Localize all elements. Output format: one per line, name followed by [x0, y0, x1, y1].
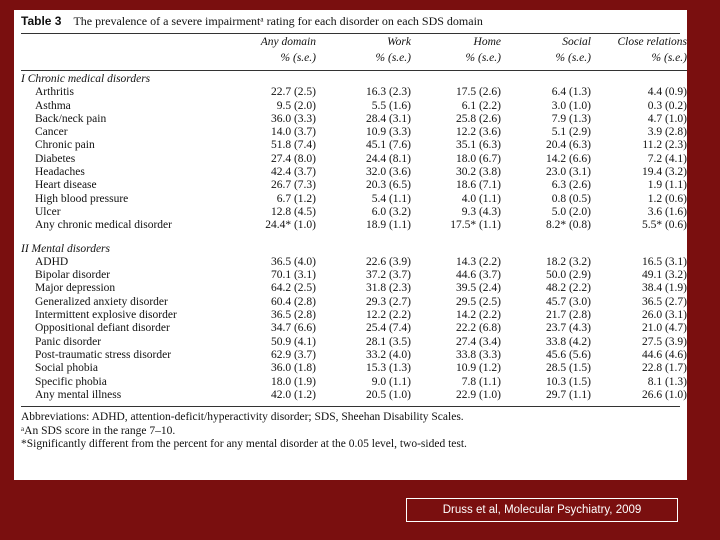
table-cell: 33.2 (4.0)	[365, 348, 411, 361]
table-body	[21, 71, 687, 406]
table-cell: 12.2 (3.6)	[455, 126, 501, 139]
table-cell: 20.4 (6.3)	[545, 139, 591, 152]
table-cell: 64.2 (2.5)	[270, 282, 316, 295]
table-cell: 21.7 (2.8)	[545, 309, 591, 322]
table-header	[21, 34, 687, 71]
table-cell: 5.5 (1.6)	[371, 99, 411, 112]
table-cell: 1.2 (0.6)	[647, 192, 687, 205]
column-unit: % (s.e.)	[280, 51, 316, 64]
table-cell: 4.7 (1.0)	[647, 112, 687, 125]
table-row	[21, 113, 687, 126]
table-cell: 22.9 (1.0)	[455, 388, 501, 401]
table-row	[21, 296, 687, 309]
table-cell: 60.4 (2.8)	[270, 295, 316, 308]
table-cell: 9.0 (1.1)	[371, 375, 411, 388]
table-footnote: *Significantly different from the percent for any mental disorder at the 0.05 level, two-sided test.	[21, 438, 467, 451]
table-cell: 27.4 (8.0)	[270, 152, 316, 165]
table-cell: 24.4* (1.0)	[265, 219, 316, 232]
table-cell: 20.3 (6.5)	[365, 179, 411, 192]
row-label: Post-traumatic stress disorder	[35, 348, 172, 361]
table-cell: 36.5 (4.0)	[270, 255, 316, 268]
table-sheet	[14, 10, 687, 480]
table-cell: 45.1 (7.6)	[365, 139, 411, 152]
table-cell: 62.9 (3.7)	[270, 348, 316, 361]
table-cell: 16.3 (2.3)	[365, 86, 411, 99]
table-cell: 14.2 (2.2)	[455, 309, 501, 322]
row-label: Headaches	[35, 166, 85, 179]
table-cell: 24.4 (8.1)	[365, 152, 411, 165]
citation-box: Druss et al, Molecular Psychiatry, 2009	[406, 498, 678, 522]
row-label: Bipolar disorder	[35, 269, 111, 282]
row-label: Oppositional defiant disorder	[35, 322, 170, 335]
table-cell: 17.5* (1.1)	[450, 219, 501, 232]
header-spacer	[21, 34, 236, 50]
table-cell: 29.5 (2.5)	[455, 295, 501, 308]
table-title: The prevalence of a severe impairmentᵃ rating for each disorder on each SDS domain	[73, 14, 483, 28]
table-cell: 9.3 (4.3)	[461, 205, 501, 218]
table-cell: 22.8 (1.7)	[641, 362, 687, 375]
row-label: Panic disorder	[35, 335, 102, 348]
table-cell: 15.3 (1.3)	[365, 362, 411, 375]
table-cell: 1.9 (1.1)	[647, 179, 687, 192]
table-row	[21, 309, 687, 322]
table-cell: 7.8 (1.1)	[461, 375, 501, 388]
table-cell: 3.9 (2.8)	[647, 126, 687, 139]
table-cell: 0.8 (0.5)	[551, 192, 591, 205]
row-label: Ulcer	[35, 205, 61, 218]
table-cell: 5.5* (0.6)	[641, 219, 687, 232]
section-gap	[21, 233, 687, 241]
table-cell: 14.2 (6.6)	[545, 152, 591, 165]
table-row	[21, 126, 687, 139]
table-cell: 10.3 (1.5)	[545, 375, 591, 388]
row-label: High blood pressure	[35, 192, 129, 205]
prevalence-table	[21, 34, 687, 406]
row-label: ADHD	[35, 255, 69, 268]
column-unit: % (s.e.)	[651, 51, 687, 64]
row-label: Any mental illness	[35, 388, 122, 401]
table-row	[21, 269, 687, 282]
table-cell: 48.2 (2.2)	[545, 282, 591, 295]
table-cell: 38.4 (1.9)	[641, 282, 687, 295]
table-cell: 32.0 (3.6)	[365, 166, 411, 179]
table-footnote: Abbreviations: ADHD, attention-deficit/hyperactivity disorder; SDS, Sheehan Disability Scales.	[21, 411, 464, 424]
table-cell: 36.0 (3.3)	[270, 112, 316, 125]
column-header: Social	[562, 36, 591, 48]
table-cell: 31.8 (2.3)	[365, 282, 411, 295]
table-caption	[21, 13, 680, 29]
table-cell: 18.9 (1.1)	[365, 219, 411, 232]
table-cell: 70.1 (3.1)	[270, 269, 316, 282]
column-unit: % (s.e.)	[375, 51, 411, 64]
table-cell: 29.3 (2.7)	[365, 295, 411, 308]
row-label: Social phobia	[35, 362, 98, 375]
table-cell: 4.0 (1.1)	[461, 192, 501, 205]
table-cell: 35.1 (6.3)	[455, 139, 501, 152]
table-cell: 44.6 (3.7)	[455, 269, 501, 282]
table-cell: 6.1 (2.2)	[461, 99, 501, 112]
table-cell: 17.5 (2.6)	[455, 86, 501, 99]
table-footnote: ᵃAn SDS score in the range 7–10.	[21, 424, 176, 437]
row-label: Asthma	[35, 99, 71, 112]
table-cell: 11.2 (2.3)	[642, 139, 687, 152]
table-cell: 18.0 (6.7)	[455, 152, 501, 165]
table-cell: 28.4 (3.1)	[365, 112, 411, 125]
table-cell: 10.9 (3.3)	[365, 126, 411, 139]
table-cell: 0.3 (0.2)	[647, 99, 687, 112]
table-cell: 6.0 (3.2)	[371, 205, 411, 218]
table-row	[21, 282, 687, 295]
table-cell: 29.7 (1.1)	[545, 388, 591, 401]
table-cell: 6.4 (1.3)	[551, 86, 591, 99]
section-row	[21, 71, 687, 86]
section-row	[21, 241, 687, 256]
table-cell: 12.2 (2.2)	[365, 309, 411, 322]
table-cell: 36.0 (1.8)	[270, 362, 316, 375]
table-cell: 5.1 (2.9)	[551, 126, 591, 139]
table-row	[21, 153, 687, 166]
table-row	[21, 100, 687, 113]
table-cell: 10.9 (1.2)	[455, 362, 501, 375]
table-cell: 6.7 (1.2)	[276, 192, 316, 205]
table-row	[21, 362, 687, 375]
table-row	[21, 336, 687, 349]
section-title: II Mental disorders	[21, 242, 111, 255]
table-cell: 33.8 (3.3)	[455, 348, 501, 361]
table-cell: 5.0 (2.0)	[551, 205, 591, 218]
table-row	[21, 389, 687, 402]
table-cell: 3.0 (1.0)	[551, 99, 591, 112]
table-cell: 18.2 (3.2)	[545, 255, 591, 268]
table-cell: 5.4 (1.1)	[371, 192, 411, 205]
table-cell: 42.0 (1.2)	[270, 388, 316, 401]
row-label: Diabetes	[35, 152, 76, 165]
table-cell: 20.5 (1.0)	[365, 388, 411, 401]
table-cell: 51.8 (7.4)	[270, 139, 316, 152]
table-cell: 7.2 (4.1)	[647, 152, 687, 165]
table-row	[21, 193, 687, 206]
table-cell: 14.0 (3.7)	[270, 126, 316, 139]
row-label: Specific phobia	[35, 375, 107, 388]
table-cell: 28.1 (3.5)	[365, 335, 411, 348]
table-cell: 22.2 (6.8)	[455, 322, 501, 335]
table-cell: 22.6 (3.9)	[365, 255, 411, 268]
row-label: Heart disease	[35, 179, 97, 192]
table-cell: 4.4 (0.9)	[647, 86, 687, 99]
row-label: Back/neck pain	[35, 112, 107, 125]
table-cell: 23.0 (3.1)	[545, 166, 591, 179]
column-header: Any domain	[260, 36, 316, 48]
table-cell: 26.7 (7.3)	[270, 179, 316, 192]
table-row	[21, 219, 687, 232]
table-row	[21, 256, 687, 269]
table-cell: 18.6 (7.1)	[455, 179, 501, 192]
table-cell: 45.6 (5.6)	[545, 348, 591, 361]
table-cell: 7.9 (1.3)	[551, 112, 591, 125]
table-cell: 37.2 (3.7)	[365, 269, 411, 282]
table-cell: 22.7 (2.5)	[270, 86, 316, 99]
table-cell: 39.5 (2.4)	[455, 282, 501, 295]
table-cell: 33.8 (4.2)	[545, 335, 591, 348]
table-cell: 25.8 (2.6)	[455, 112, 501, 125]
table-cell: 8.1 (1.3)	[647, 375, 687, 388]
table-row	[21, 376, 687, 389]
table-cell: 27.5 (3.9)	[641, 335, 687, 348]
table-cell: 27.4 (3.4)	[455, 335, 501, 348]
table-row	[21, 206, 687, 219]
header-spacer	[21, 50, 236, 71]
table-cell: 26.6 (1.0)	[641, 388, 687, 401]
row-label: Major depression	[35, 282, 116, 295]
column-header: Close relations	[617, 36, 687, 48]
table-cell: 44.6 (4.6)	[641, 348, 687, 361]
table-row	[21, 86, 687, 99]
table-cell: 8.2* (0.8)	[545, 219, 591, 232]
table-cell: 23.7 (4.3)	[545, 322, 591, 335]
table-cell: 45.7 (3.0)	[545, 295, 591, 308]
section-title: I Chronic medical disorders	[21, 73, 151, 85]
table-cell: 28.5 (1.5)	[545, 362, 591, 375]
table-cell: 3.6 (1.6)	[647, 205, 687, 218]
table-row	[21, 166, 687, 179]
table-cell: 25.4 (7.4)	[365, 322, 411, 335]
table-cell: 19.4 (3.2)	[641, 166, 687, 179]
row-label: Chronic pain	[35, 139, 95, 152]
table-label: Table 3	[21, 14, 62, 28]
row-label: Cancer	[35, 126, 68, 139]
table-cell: 36.5 (2.8)	[270, 309, 316, 322]
table-cell: 26.0 (3.1)	[641, 309, 687, 322]
table-cell: 6.3 (2.6)	[551, 179, 591, 192]
row-label: Arthritis	[35, 86, 74, 99]
table-row	[21, 349, 687, 362]
table-cell: 36.5 (2.7)	[641, 295, 687, 308]
row-label: Intermittent explosive disorder	[35, 309, 177, 322]
column-unit: % (s.e.)	[555, 51, 591, 64]
table-row	[21, 139, 687, 152]
column-header: Work	[387, 36, 411, 48]
table-cell: 30.2 (3.8)	[455, 166, 501, 179]
table-cell: 12.8 (4.5)	[270, 205, 316, 218]
table-cell: 21.0 (4.7)	[641, 322, 687, 335]
table-cell: 49.1 (3.2)	[641, 269, 687, 282]
table-cell: 34.7 (6.6)	[270, 322, 316, 335]
table-cell: 16.5 (3.1)	[641, 255, 687, 268]
table-cell: 18.0 (1.9)	[270, 375, 316, 388]
table-cell: 42.4 (3.7)	[270, 166, 316, 179]
table-row	[21, 322, 687, 335]
row-label: Generalized anxiety disorder	[35, 295, 168, 308]
table-cell: 9.5 (2.0)	[276, 99, 316, 112]
table-cell: 50.9 (4.1)	[270, 335, 316, 348]
table-notes	[21, 407, 680, 452]
column-unit: % (s.e.)	[465, 51, 501, 64]
table-cell: 14.3 (2.2)	[455, 255, 501, 268]
column-header: Home	[473, 36, 501, 48]
row-label: Any chronic medical disorder	[35, 219, 172, 232]
table-row	[21, 179, 687, 192]
table-cell: 50.0 (2.9)	[545, 269, 591, 282]
